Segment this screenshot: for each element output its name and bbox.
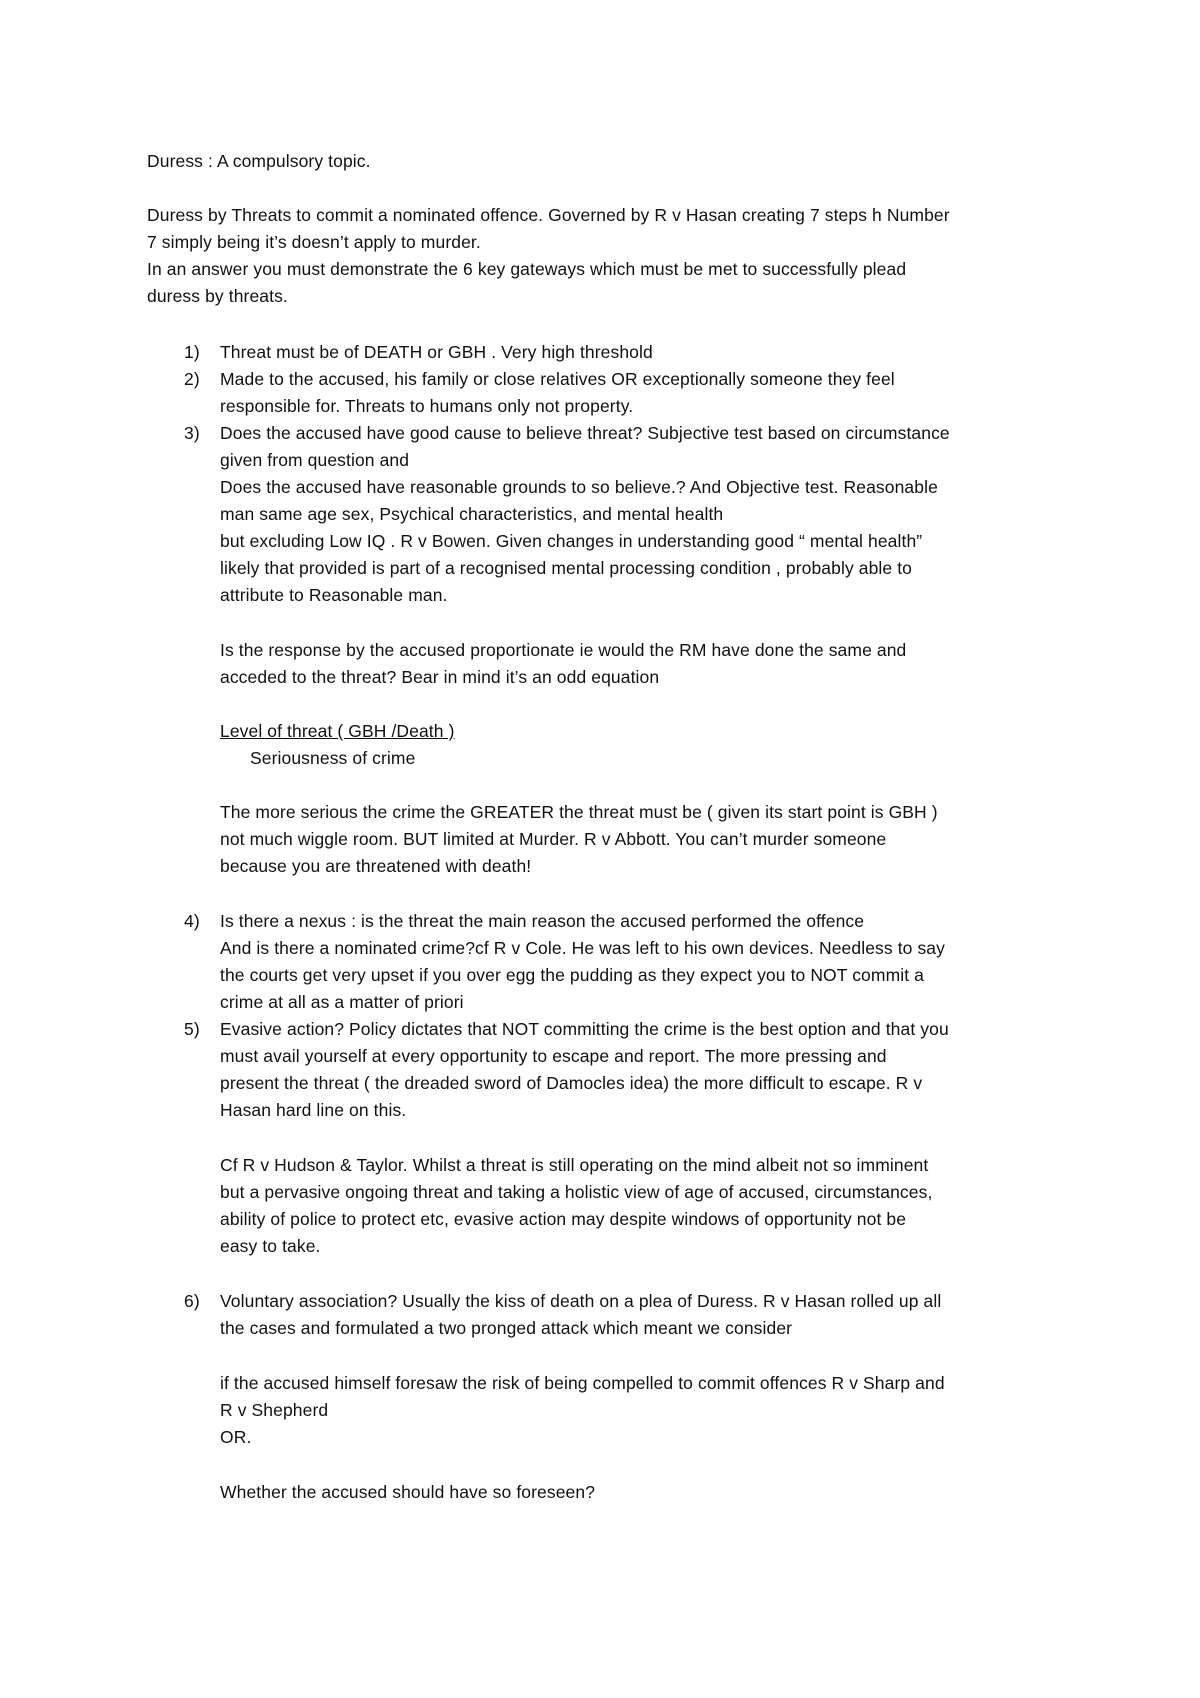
list-item-text: must avail yourself at every opportunity to escape and report. The more pressing and (220, 1046, 887, 1066)
list-item-text: acceded to the threat? Bear in mind it’s an odd equation (220, 667, 660, 687)
list-item-text: not much wiggle room. BUT limited at Murder. R v Abbott. You can’t murder someone (220, 829, 887, 849)
list-item-text: easy to take. (220, 1236, 321, 1256)
or-label: OR. (220, 1427, 252, 1447)
list-item-text: Does the accused have good cause to believe threat? Subjective test based on circumstance (220, 423, 950, 443)
list-item-text: the courts get very upset if you over egg the pudding as they expect you to NOT commit a (220, 965, 924, 985)
list-item-text: Does the accused have reasonable grounds to so believe.? And Objective test. Reasonable (220, 477, 938, 497)
list-number: 6) (184, 1291, 200, 1311)
list-item-text: Is the response by the accused proportionate ie would the RM have done the same and (220, 640, 907, 660)
list-item-text: crime at all as a matter of priori (220, 992, 464, 1012)
list-item-text: given from question and (220, 450, 410, 470)
list-item-text: And is there a nominated crime?cf R v Cole. He was left to his own devices. Needless to say (220, 938, 945, 958)
list-item-text: likely that provided is part of a recognised mental processing condition , probably able to (220, 558, 912, 578)
list-item-text: attribute to Reasonable man. (220, 585, 448, 605)
list-number: 4) (184, 911, 200, 931)
list-item-text: Hasan hard line on this. (220, 1100, 407, 1120)
document-title: Duress : A compulsory topic. (147, 151, 371, 171)
list-item-text: responsible for. Threats to humans only not property. (220, 396, 634, 416)
list-item-text: The more serious the crime the GREATER the threat must be ( given its start point is GBH ) (220, 802, 938, 822)
list-item-text: Voluntary association? Usually the kiss of death on a plea of Duress. R v Hasan rolled up all (220, 1291, 942, 1311)
list-item-text: Cf R v Hudson & Taylor. Whilst a threat is still operating on the mind albeit not so imminent (220, 1155, 929, 1175)
list-item-text: Made to the accused, his family or close relatives OR exceptionally someone they feel (220, 369, 895, 389)
list-item-text: Is there a nexus : is the threat the main reason the accused performed the offence (220, 911, 865, 931)
list-item-text: but a pervasive ongoing threat and taking a holistic view of age of accused, circumstances, (220, 1182, 933, 1202)
intro-line: 7 simply being it’s doesn’t apply to murder. (147, 232, 481, 252)
list-item-text: Threat must be of DEATH or GBH . Very high threshold (220, 342, 653, 362)
intro-line: In an answer you must demonstrate the 6 key gateways which must be met to successfully plead (147, 259, 907, 279)
list-number: 2) (184, 369, 200, 389)
list-number: 5) (184, 1019, 200, 1039)
list-number: 1) (184, 342, 200, 362)
list-item-text: ability of police to protect etc, evasive action may despite windows of opportunity not be (220, 1209, 907, 1229)
list-item-text: if the accused himself foresaw the risk of being compelled to commit offences R v Sharp and (220, 1373, 945, 1393)
intro-line: Duress by Threats to commit a nominated offence. Governed by R v Hasan creating 7 steps h Number (147, 205, 950, 225)
list-item-text: the cases and formulated a two pronged attack which meant we consider (220, 1318, 793, 1338)
list-number: 3) (184, 423, 200, 443)
list-item-text: man same age sex, Psychical characteristics, and mental health (220, 504, 724, 524)
list-item-text: Whether the accused should have so foreseen? (220, 1482, 596, 1502)
level-of-threat-heading: Level of threat ( GBH /Death ) (220, 721, 455, 741)
list-item-text: but excluding Low IQ . R v Bowen. Given changes in understanding good “ mental health” (220, 531, 923, 551)
list-item-text: R v Shepherd (220, 1400, 329, 1420)
seriousness-of-crime-label: Seriousness of crime (250, 748, 416, 768)
intro-line: duress by threats. (147, 286, 288, 306)
list-item-text: Evasive action? Policy dictates that NOT committing the crime is the best option and that you (220, 1019, 949, 1039)
list-item-text: present the threat ( the dreaded sword of Damocles idea) the more difficult to escape. R v (220, 1073, 923, 1093)
list-item-text: because you are threatened with death! (220, 856, 532, 876)
